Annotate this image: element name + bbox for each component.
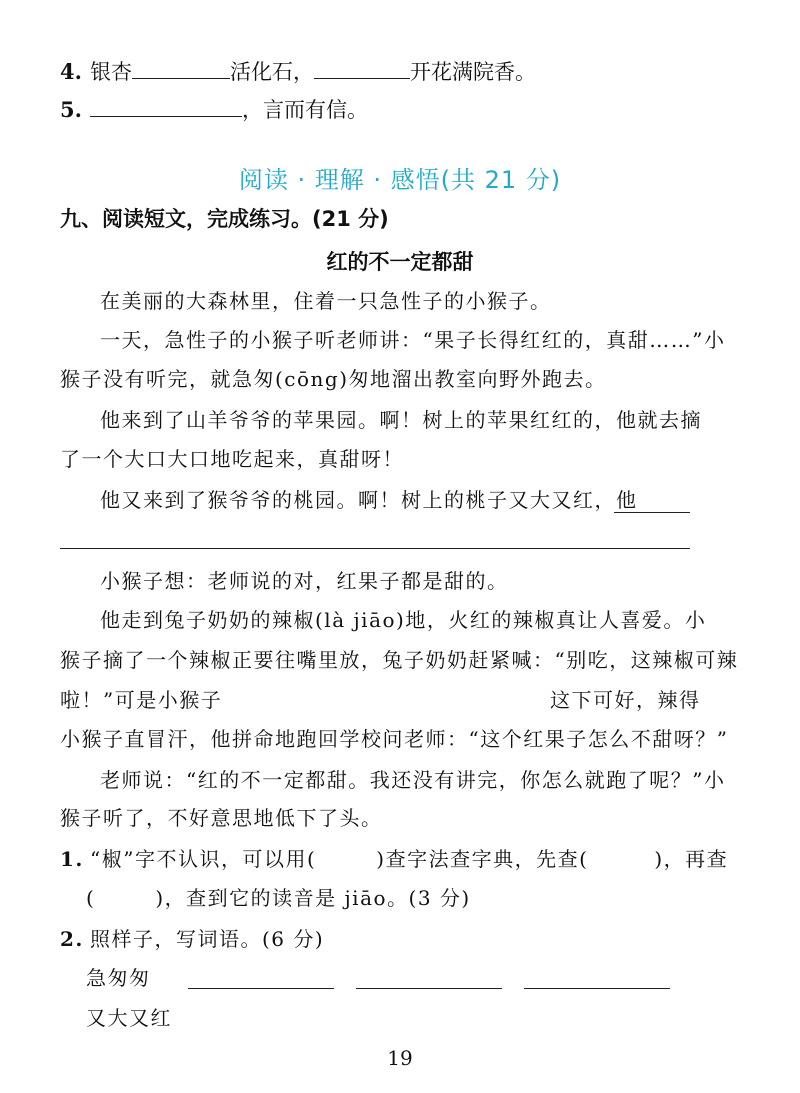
story-line: 猴子摘了一个辣椒正要往嘴里放，兔子奶奶赶紧喊：“别吃，这辣椒可辣 — [60, 648, 739, 672]
story-line: 啦！”可是小猴子 — [60, 688, 223, 712]
story-line: 他来到了山羊爷爷的苹果园。啊！树上的苹果红红的，他就去摘 — [100, 408, 702, 432]
answer-blank[interactable] — [524, 988, 670, 989]
story-line: 在美丽的大森林里，住着一只急性子的小猴子。 — [100, 289, 552, 313]
item-text: ，言而有信。 — [242, 98, 368, 122]
question-text: 照样子，写词语。(6 分) — [90, 927, 325, 951]
item-text: 活化石， — [230, 60, 314, 84]
item-number: 4. — [60, 59, 82, 84]
story-title: 红的不一定都甜 — [326, 250, 474, 274]
sub-question-1-cont — [86, 883, 471, 913]
example-word-1: 急匆匆 — [86, 966, 151, 990]
example-word-2: 又大又红 — [86, 1006, 172, 1030]
item-text: 开花满院香。 — [410, 60, 536, 84]
question-text: “椒”字不认识，可以用( — [90, 847, 317, 871]
story-line: 了一个大口大口地吃起来，真甜呀！ — [60, 447, 404, 471]
item-text: 银杏 — [90, 60, 132, 84]
answer-blank[interactable] — [356, 988, 502, 989]
item-number: 5. — [60, 97, 82, 122]
sub-question-number: 1. — [60, 847, 84, 871]
question-text: )，再查 — [654, 847, 729, 871]
fill-blank-item-5 — [60, 94, 368, 125]
answer-blank[interactable] — [314, 56, 410, 79]
question-text: ( — [86, 886, 96, 910]
question-text: )，查到它的读音是 jiāo。(3 分) — [155, 886, 471, 910]
answer-blank[interactable] — [132, 56, 230, 79]
story-line: 老师说：“红的不一定都甜。我还没有讲完，你怎么就跑了呢？”小 — [100, 768, 726, 792]
story-line: 他又来到了猴爷爷的桃园。啊！树上的桃子又大又红，他 — [100, 488, 638, 512]
section-title: 阅读 · 理解 · 感悟(共 21 分) — [238, 166, 562, 194]
story-line: 猴子听了，不好意思地低下了头。 — [60, 806, 383, 830]
story-line: 小猴子直冒汗，他拼命地跑回学校问老师：“这个红果子怎么不甜呀？” — [60, 727, 729, 751]
question-text: )查字法查字典，先查( — [376, 847, 589, 871]
story-line: 一天，急性子的小猴子听老师讲：“果子长得红红的，真甜……”小 — [100, 328, 726, 352]
answer-blank[interactable] — [188, 988, 334, 989]
answer-blank[interactable] — [614, 512, 690, 513]
story-line: 猴子没有听完，就急匆(cōng)匆地溜出教室向野外跑去。 — [60, 367, 607, 391]
sub-question-2 — [60, 924, 324, 954]
page-number: 19 — [387, 1046, 413, 1070]
story-line: 小猴子想：老师说的对，红果子都是甜的。 — [100, 569, 509, 593]
story-line: 他走到兔子奶奶的辣椒(là jiāo)地，火红的辣椒真让人喜爱。小 — [100, 608, 707, 632]
sub-question-1 — [60, 844, 728, 874]
story-line: 这下可好，辣得 — [550, 688, 701, 712]
answer-blank[interactable] — [90, 94, 242, 117]
question-9-heading: 九、阅读短文，完成练习。(21 分) — [60, 207, 389, 231]
answer-line[interactable] — [60, 548, 690, 549]
sub-question-number: 2. — [60, 927, 84, 951]
fill-blank-item-4 — [60, 56, 536, 87]
